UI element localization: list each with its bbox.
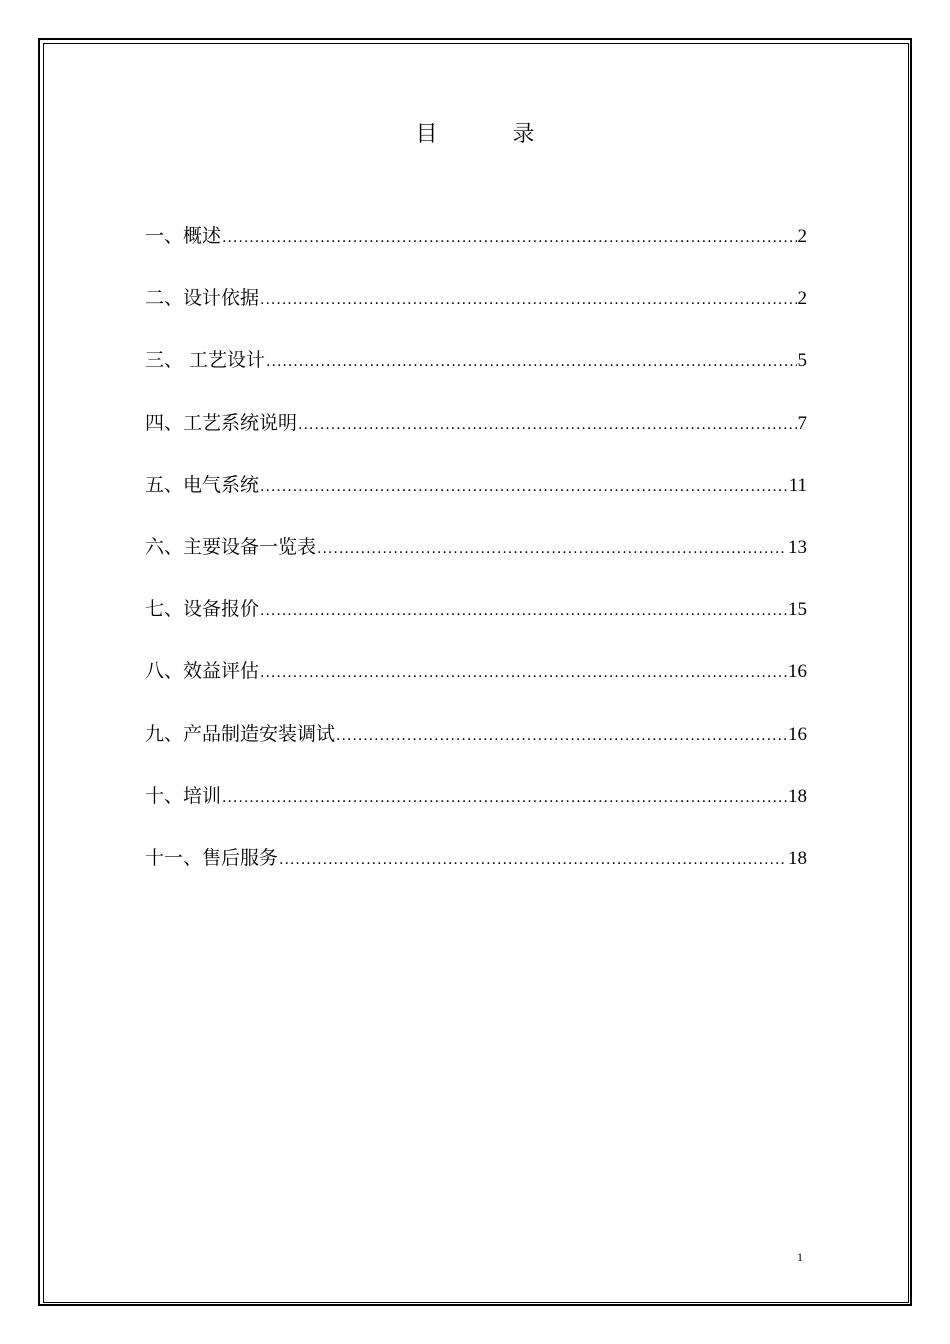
toc-dot-leader xyxy=(260,597,787,625)
toc-entry-page: 13 xyxy=(788,536,807,558)
toc-entry-process-system[interactable] xyxy=(145,409,807,471)
toc-entry-manufacturing-installation[interactable] xyxy=(145,720,807,782)
toc-entry-page: 18 xyxy=(788,785,807,807)
toc-entry-benefit-evaluation[interactable] xyxy=(145,657,807,719)
toc-entry-process-design[interactable] xyxy=(145,346,807,408)
toc-entry-design-basis[interactable] xyxy=(145,284,807,346)
toc-entry-electrical-system[interactable] xyxy=(145,471,807,533)
toc-entry-page: 18 xyxy=(788,847,807,869)
toc-dot-leader xyxy=(266,348,796,376)
toc-dot-leader xyxy=(298,411,796,439)
toc-entry-overview[interactable] xyxy=(145,222,807,284)
toc-entry-label: 一、概述 xyxy=(145,225,222,247)
toc-dot-leader xyxy=(260,659,787,687)
toc-entry-label: 八、效益评估 xyxy=(145,660,260,683)
toc-entry-label: 十一、售后服务 xyxy=(145,846,279,869)
toc-entry-label: 九、产品制造安装调试 xyxy=(145,722,336,745)
toc-entry-page: 16 xyxy=(788,723,807,745)
toc-entry-equipment-list[interactable] xyxy=(145,533,807,595)
toc-entry-page: 2 xyxy=(797,288,807,310)
toc-entry-equipment-quote[interactable] xyxy=(145,595,807,657)
toc-entry-page: 2 xyxy=(797,226,807,247)
toc-entry-label: 二、设计依据 xyxy=(145,287,260,310)
toc-dot-leader xyxy=(260,286,796,314)
toc-dot-leader xyxy=(279,846,787,874)
toc-entry-page: 11 xyxy=(788,474,807,496)
toc-dot-leader xyxy=(317,535,787,563)
toc-entry-label: 四、工艺系统说明 xyxy=(145,411,298,434)
toc-entry-label: 十、培训 xyxy=(145,784,222,807)
toc-entry-label: 七、设备报价 xyxy=(145,598,260,621)
table-of-contents xyxy=(145,222,807,906)
page-number: 1 xyxy=(797,1250,803,1264)
toc-dot-leader xyxy=(336,722,787,750)
toc-entry-page: 15 xyxy=(788,599,807,621)
toc-entry-label: 五、电气系统 xyxy=(145,473,260,496)
toc-dot-leader xyxy=(222,224,796,252)
toc-entry-label: 三、 工艺设计 xyxy=(145,349,266,372)
toc-entry-page: 7 xyxy=(797,412,807,434)
toc-dot-leader xyxy=(222,784,787,812)
toc-dot-leader xyxy=(260,473,788,501)
toc-title: 目 录 xyxy=(415,122,569,147)
toc-entry-page: 5 xyxy=(797,350,807,372)
toc-entry-label: 六、主要设备一览表 xyxy=(145,535,317,558)
toc-entry-training[interactable] xyxy=(145,782,807,844)
toc-entry-after-sales[interactable] xyxy=(145,844,807,906)
toc-entry-page: 16 xyxy=(788,661,807,683)
